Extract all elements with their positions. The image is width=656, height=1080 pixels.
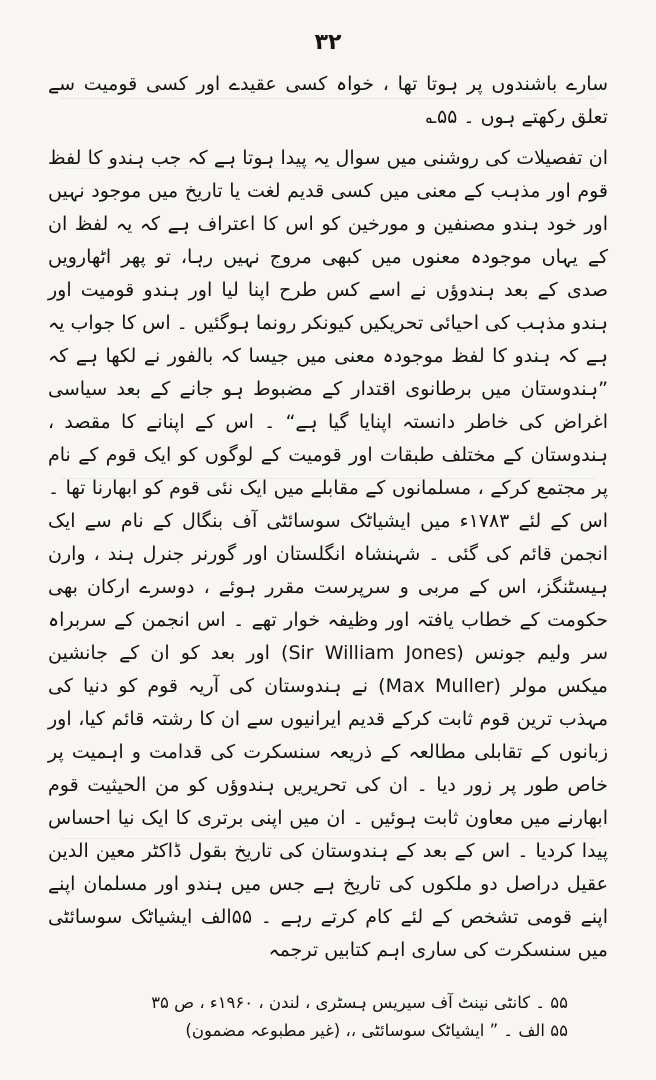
body-text	[48, 68, 608, 967]
footnotes	[48, 989, 608, 1045]
page-number: ۳۲	[314, 30, 342, 55]
footnote-55: ۵۵ ۔ کانٹی نینٹ آف سیریس ہسٹری ، لندن ، ۱۹۶۰ء ، ص ۳۵	[151, 993, 568, 1012]
paragraph-2: ان تفصیلات کی روشنی میں سوال یہ پیدا ہوتا ہے کہ جب ہندو کا لفظ قوم اور مذہب کے معنی میں کسی قدیم لغت یا تاریخ میں موجود نہیں اور خود ہندو مصنفین و مورخین کو اس کا اعتراف ہے کہ یہ لفظ ان کے یہاں موجودہ معنوں میں کبھی مروج نہیں رہا، تو پھر اٹھارویں صدی کے بعد ہندوؤں نے اسے کس طرح اپنا لیا اور ہندو قومیت اور ہندو مذہب کی احیائی تحریکیں کیونکر رونما ہوگئیں ۔ اس کا جواب یہ ہے کہ ہندو کا لفظ موجودہ معنی میں جیسا کہ بالفور نے لکھا ہے کہ ”ہندوستان میں برطانوی اقتدار کے مضبوط ہو جانے کے بعد سیاسی اغراض کی خاطر دانستہ اپنایا گیا ہے“ ۔ اس کے اپنانے کا مقصد ، ہندوستان کے مختلف طبقات اور قومیت کے لوگوں کو ایک قوم کے نام پر مجتمع کرکے ، مسلمانوں کے مقابلے میں ایک نئی قوم کو ابھارنا تھا ۔ اس کے لئے ۱۷۸۳ء میں ایشیاٹک سوسائٹی آف بنگال کے نام سے ایک انجمن قائم کی گئی ۔ شہنشاہ انگلستان اور گورنر جنرل ہند ، وارن ہیسٹنگز، اس کے مربی و سرپرست مقرر ہوئے ، دوسرے ارکان بھی حکومت کے خطاب یافتہ اور وظیفہ خوار تھے ۔ اس انجمن کے سربراہ سر ولیم جونس (Sir William Jones) اور بعد کو ان کے جانشین میکس مولر (Max Muller) نے ہندوستان کی آریہ قوم کو دنیا کی مہذب ترین قوم ثابت کرکے قدیم ایرانیوں سے ان کا رشتہ قائم کیا، اور زبانوں کے تقابلی مطالعہ کے ذریعہ سنسکرت کی قدامت و اہمیت پر خاص طور پر زور دیا ۔ ان کی تحریریں ہندوؤں کو من الحیثیت قوم ابھارنے میں معاون ثابت ہوئیں ۔ ان میں اپنی برتری کا ایک نیا احساس پیدا کردیا ۔ اس کے بعد کے ہندوستان کی تاریخ بقول ڈاکٹر معین الدین عقیل دراصل دو ملکوں کی تاریخ ہے جس میں ہندو اور مسلمان اپنے اپنے قومی تشخص کے لئے کام کرتے رہے ۔ ۵۵الف ایشیاٹک سوسائٹی میں سنسکرت کی ساری اہم کتابیں ترجمہ	[48, 147, 609, 961]
paragraph-1: سارے باشندوں پر ہوتا تھا ، خواہ کسی عقیدے اور کسی قومیت سے تعلق رکھتے ہوں ۔ ۵۵؎	[48, 73, 608, 128]
footnote-55-alif: ۵۵ الف ۔ ” ایشیاٹک سوسائٹی ،، (غیر مطبوعہ مضمون)	[185, 1021, 568, 1040]
